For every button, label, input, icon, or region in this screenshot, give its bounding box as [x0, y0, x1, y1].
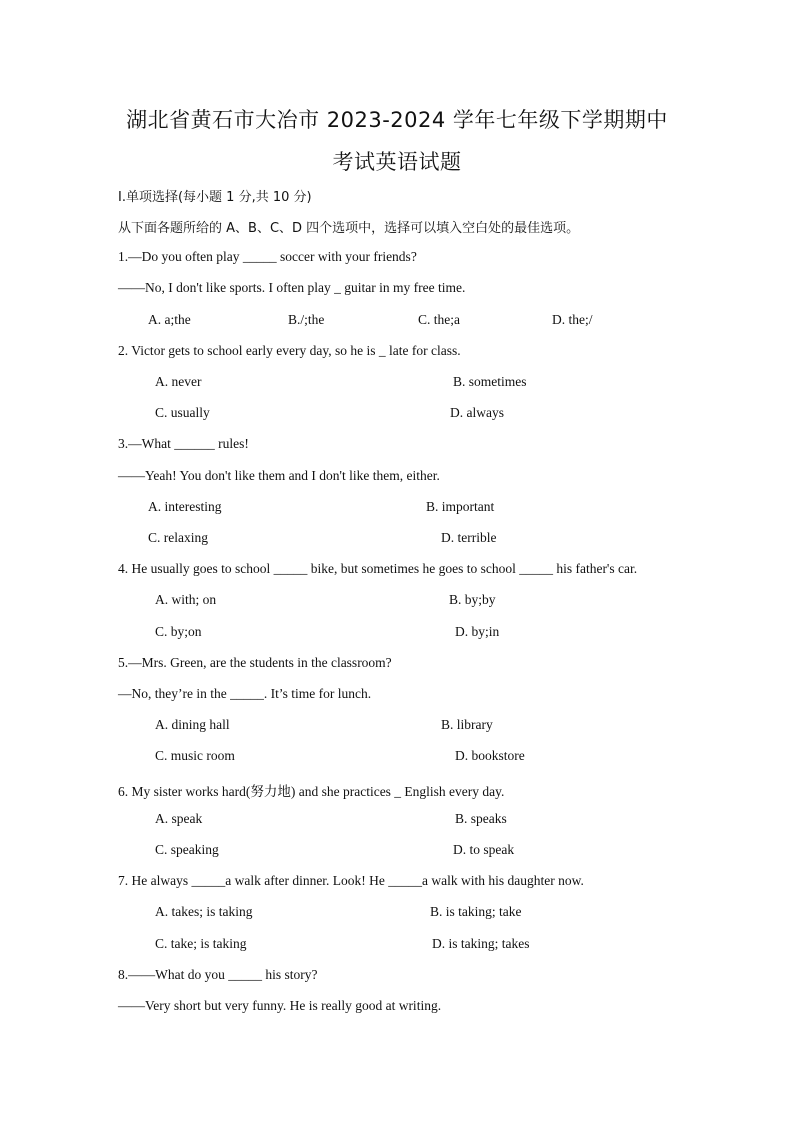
section-instruction: 从下面各题所给的 A、B、C、D 四个选项中，选择可以填入空白处的最佳选项。: [118, 221, 580, 236]
question-7-option-a: A. takes; is taking: [155, 904, 253, 919]
question-4-option-a: A. with; on: [155, 592, 217, 607]
question-5-line-1: 5.—Mrs. Green, are the students in the classroom?: [118, 655, 392, 670]
question-2-option-a: A. never: [155, 374, 202, 389]
question-5-option-a: A. dining hall: [155, 717, 230, 732]
question-1-option-a: A. a;the: [148, 312, 191, 327]
question-4-option-d: D. by;in: [455, 624, 500, 639]
question-2-line-1: 2. Victor gets to school early every day, so he is _ late for class.: [118, 343, 461, 358]
question-1-option-c: C. the;a: [418, 312, 460, 327]
question-1-option-d: D. the;/: [552, 312, 593, 327]
question-6-option-c: C. speaking: [155, 842, 219, 857]
question-7-option-d: D. is taking; takes: [432, 936, 530, 951]
question-5-option-c: C. music room: [155, 748, 235, 763]
question-8-line-2: ——Very short but very funny. He is really good at writing.: [118, 998, 442, 1013]
question-3-line-1: 3.—What ______ rules!: [118, 436, 249, 451]
question-6-option-d: D. to speak: [453, 842, 515, 857]
question-3-option-b: B. important: [426, 499, 495, 514]
title-line-2: 考试英语试题: [332, 150, 462, 174]
question-3-option-c: C. relaxing: [148, 530, 208, 545]
question-4-option-c: C. by;on: [155, 624, 202, 639]
question-3-option-a: A. interesting: [148, 499, 222, 514]
question-5-option-b: B. library: [441, 717, 493, 732]
title-line-1: 湖北省黄石市大冶市 2023-2024 学年七年级下学期期中: [126, 108, 668, 132]
question-1-option-b: B./;the: [288, 312, 325, 327]
question-5-line-2: —No, they’re in the _____. It’s time for lunch.: [118, 686, 372, 701]
section-heading: Ⅰ.单项选择(每小题 1 分,共 10 分): [118, 190, 312, 205]
question-6-line-1: 6. My sister works hard(努力地) and she practices _ English every day.: [118, 784, 505, 799]
question-2-option-b: B. sometimes: [453, 374, 527, 389]
question-8-line-1: 8.——What do you _____ his story?: [118, 967, 318, 982]
question-7-line-1: 7. He always _____a walk after dinner. Look! He _____a walk with his daughter now.: [118, 873, 584, 888]
question-1-line-2: ——No, I don't like sports. I often play _ guitar in my free time.: [118, 280, 466, 295]
question-4-line-1: 4. He usually goes to school _____ bike, but sometimes he goes to school _____ his father's car.: [118, 561, 638, 576]
question-7-option-b: B. is taking; take: [430, 904, 522, 919]
question-2-option-d: D. always: [450, 405, 504, 420]
question-2-option-c: C. usually: [155, 405, 210, 420]
question-7-option-c: C. take; is taking: [155, 936, 247, 951]
question-6-option-a: A. speak: [155, 811, 203, 826]
question-3-line-2: ——Yeah! You don't like them and I don't like them, either.: [118, 468, 440, 483]
question-4-option-b: B. by;by: [449, 592, 496, 607]
question-3-option-d: D. terrible: [441, 530, 497, 545]
question-6-option-b: B. speaks: [455, 811, 507, 826]
question-1-line-1: 1.—Do you often play _____ soccer with your friends?: [118, 249, 417, 264]
question-5-option-d: D. bookstore: [455, 748, 525, 763]
